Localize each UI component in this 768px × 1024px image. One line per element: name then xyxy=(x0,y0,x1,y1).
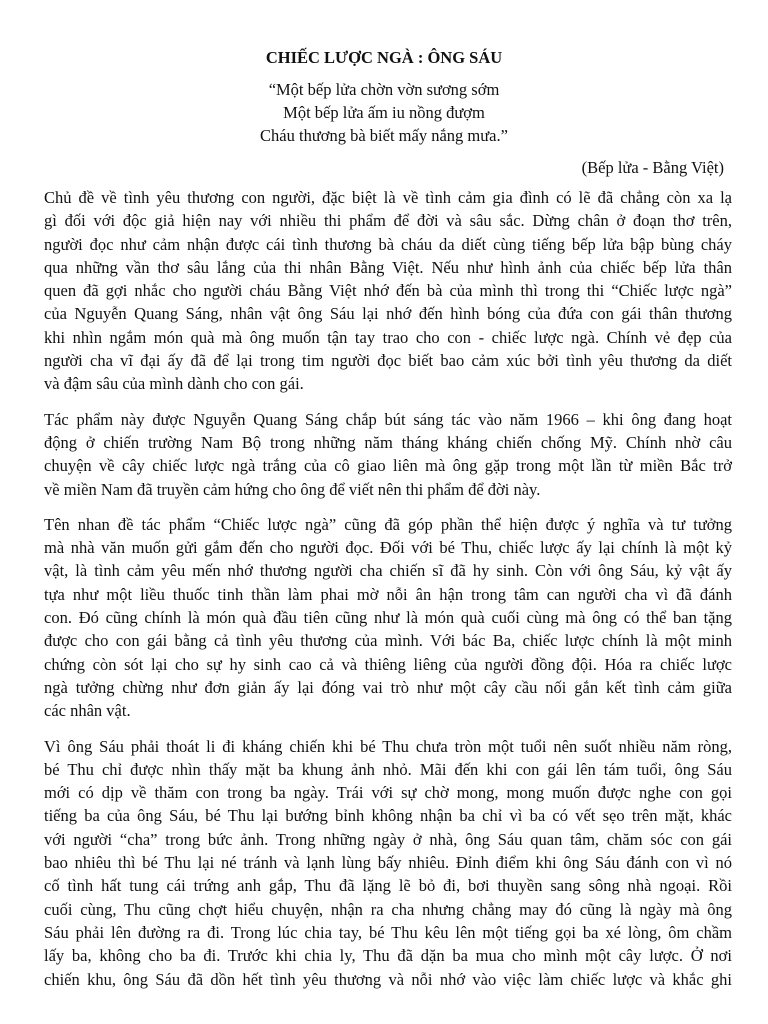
text-line: chuyện về cây chiếc lược ngà trắng của cô giao liên mà ông gặp trong một lần từ miền Bắc trở xyxy=(44,456,732,476)
text-line: lấy ba, không cho ba đi. Trước khi chia ly, Thu đã dặn ba mua cho mình một cây lược. Ở nơi xyxy=(44,946,732,966)
text-line: gì đối với độc giả hiện nay với nhiều thi phẩm để đời và sâu sắc. Dừng chân ở đoạn thơ trên, xyxy=(44,211,732,231)
text-line: với người “cha” trong bức ảnh. Trong những ngày ở nhà, ông Sáu quan tâm, chăm sóc con gái xyxy=(44,829,732,849)
poem-line: Cháu thương bà biết mấy nắng mưa.” xyxy=(260,126,508,145)
paragraph-intro xyxy=(44,186,732,396)
text-line: vật, là tình cảm yêu mến nhớ thương người cha chiến sĩ đã hy sinh. Còn với ông Sáu, kỷ vật ấy xyxy=(44,561,732,581)
text-line: người đọc như cảm nhận được cái tình thương bà cháu da diết cùng tiếng bếp lửa bập bùng cháy xyxy=(44,234,732,254)
paragraph-story xyxy=(44,735,732,991)
text-line: quen đã gợi nhắc cho người cháu Bằng Việt nhớ đến bà của mình thì trong thi “Chiếc lược ngà” xyxy=(44,281,732,301)
text-line: chiến khu, ông Sáu đã dồn hết tình yêu thương và nỗi nhớ vào việc làm chiếc lược và khắc ghi xyxy=(44,969,732,989)
text-line: về miền Nam đã truyền cảm hứng cho ông để viết nên thi phẩm để đời này. xyxy=(44,479,541,499)
text-line: ngà tưởng chừng như đơn giản ấy lại đóng vai trò như một cây cầu nối gắn kết tình cảm giữa xyxy=(44,677,732,697)
text-line: khi nhìn ngắm món quà mà ông muốn tận tay trao cho con - chiếc lược ngà. Chính vẻ đẹp của xyxy=(44,327,732,347)
text-line: bao nhiêu thì bé Thu lại né tránh và lạnh lùng bấy nhiêu. Đỉnh điểm khi ông Sáu đánh con vì nó xyxy=(44,853,732,873)
text-line: các nhân vật. xyxy=(44,701,131,721)
paragraph-background xyxy=(44,408,732,501)
text-line: tựa như một liều thuốc tinh thần làm phai mờ nỗi ân hận trong tâm can người cha vì đã đánh xyxy=(44,584,732,604)
text-line: cuối cùng, Thu cũng chợt hiểu chuyện, nhận ra cha nhưng chẳng may đó cũng là ngày mà ông xyxy=(44,899,732,919)
text-line: bé Thu chỉ được nhìn thấy mặt ba khung ảnh nhỏ. Mãi đến khi con gái lên tám tuổi, ông Sáu xyxy=(44,759,732,779)
text-line: Vì ông Sáu phải thoát li đi kháng chiến khi bé Thu chưa tròn một tuổi nên suốt nhiều năm ròng, xyxy=(44,736,732,756)
text-line: cố tình hất tung cái trứng anh gắp, Thu đã lặng lẽ bỏ đi, bơi thuyền sang sông nhà ngoại. Rồi xyxy=(44,876,732,896)
text-line: Tên nhan đề tác phẩm “Chiếc lược ngà” cũng đã góp phần thể hiện được ý nghĩa và tư tưởng xyxy=(44,514,732,534)
poem-line: “Một bếp lửa chờn vờn sương sớm xyxy=(268,80,500,99)
text-line: được cho con gái bằng cả tình yêu thương của mình. Với bác Ba, chiếc lược chính là một minh xyxy=(44,631,732,651)
text-line: Sáu phải lên đường ra đi. Trong lúc chia tay, bé Thu kêu lên một tiếng gọi ba xé lòng, ôm chầm xyxy=(44,922,732,942)
text-line: và đậm sâu của mình dành cho con gái. xyxy=(44,374,304,394)
text-line: mà nhà văn muốn gửi gắm đến cho người đọc. Đối với bé Thu, chiếc lược ấy lại chính là một kỷ xyxy=(44,538,732,558)
poem-line: Một bếp lửa ấm iu nồng đượm xyxy=(283,103,485,122)
text-line: của Nguyễn Quang Sáng, nhân vật ông Sáu lại nhớ đến hình bóng của đứa con gái thân thương xyxy=(44,304,732,324)
text-line: Tác phẩm này được Nguyễn Quang Sáng chắp bút sáng tác vào năm 1966 – khi ông đang hoạt xyxy=(44,409,732,429)
text-line: con. Đó cũng chính là món quà đầu tiên cũng như là món quà cuối cùng mà ông có thể ban tặng xyxy=(44,608,732,628)
text-line: Chủ đề về tình yêu thương con người, đặc biệt là về tình cảm gia đình có lẽ đã chẳng còn xa lạ xyxy=(44,188,732,207)
poem-epigraph xyxy=(0,78,768,147)
text-line: người cha vĩ đại ấy đã để lại trong tim người đọc biết bao cảm xúc bởi tình yêu thương da diết xyxy=(44,351,732,371)
document-title: CHIẾC LƯỢC NGÀ : ÔNG SÁU xyxy=(265,48,503,67)
paragraph-title-meaning xyxy=(44,513,732,723)
poem-source: (Bếp lửa - Bằng Việt) xyxy=(581,158,724,177)
text-line: tiếng ba của ông Sáu, bé Thu lại bướng bỉnh không nhận ba chỉ vì ba có vết sẹo trên mặt, khác xyxy=(44,806,732,826)
text-line: động ở chiến trường Nam Bộ trong những năm tháng kháng chiến chống Mỹ. Chính nhờ câu xyxy=(44,432,732,452)
text-line: qua những vần thơ sâu lắng của thi nhân Bằng Việt. Nếu như hình ảnh của chiếc bếp lửa thân xyxy=(44,257,732,277)
text-line: chứng còn sót lại cho sự hy sinh cao cả và thiêng liêng của người đồng đội. Hóa ra chiếc lược xyxy=(44,654,732,674)
essay-body xyxy=(44,186,732,1003)
text-line: mới có dịp về thăm con trong ba ngày. Trái với sự chờ mong, mong muốn được nghe con gọi xyxy=(44,783,732,803)
